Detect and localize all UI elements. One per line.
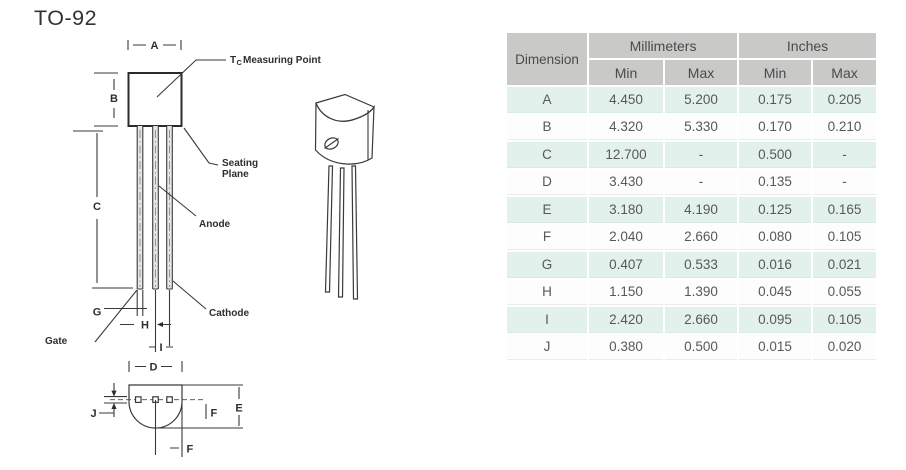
cell-mm-max: 2.660 [665, 307, 737, 333]
cell-mm-min: 4.320 [589, 115, 663, 141]
seating-plane-label: Seating [222, 158, 259, 169]
tc-measuring-point-label-rest: Measuring Point [243, 55, 321, 66]
cell-dimension: J [507, 335, 587, 361]
table-row [507, 307, 876, 333]
cell-in-min: 0.016 [739, 252, 811, 278]
table-row [507, 115, 876, 141]
cell-dimension: B [507, 115, 587, 141]
leads-perspective [326, 166, 358, 299]
dim-label-g: G [92, 306, 102, 319]
cell-mm-max: - [665, 142, 737, 168]
cell-dimension: A [507, 87, 587, 113]
cell-mm-max: 4.190 [665, 197, 737, 223]
cell-mm-min: 2.040 [589, 225, 663, 251]
col-header-inches: Inches [739, 33, 876, 58]
dimensions-table [505, 31, 866, 362]
dim-label-h: H [141, 319, 149, 332]
cell-in-max: 0.021 [813, 252, 876, 278]
table-row [507, 87, 876, 113]
cell-in-max: 0.210 [813, 115, 876, 141]
table-row [507, 142, 876, 168]
table-row [507, 225, 876, 251]
table-row [507, 280, 876, 306]
cell-in-min: 0.125 [739, 197, 811, 223]
table-row [507, 252, 876, 278]
cell-mm-min: 4.450 [589, 87, 663, 113]
col-header-dimension: Dimension [507, 33, 587, 85]
cell-mm-max: - [665, 170, 737, 196]
gate-label: Gate [45, 336, 68, 347]
leads-front [137, 126, 172, 289]
col-header-mm-max: Max [665, 60, 737, 85]
cell-in-min: 0.175 [739, 87, 811, 113]
cell-in-min: 0.135 [739, 170, 811, 196]
cell-in-max: 0.165 [813, 197, 876, 223]
col-header-mm-min: Min [589, 60, 663, 85]
cell-dimension: G [507, 252, 587, 278]
tc-measuring-point-label: T [230, 55, 237, 66]
dim-label-j: J [90, 408, 97, 420]
cell-dimension: I [507, 307, 587, 333]
cell-in-min: 0.080 [739, 225, 811, 251]
front-view [45, 40, 321, 354]
cell-mm-min: 3.180 [589, 197, 663, 223]
cell-mm-max: 0.500 [665, 335, 737, 361]
cell-mm-max: 5.330 [665, 115, 737, 141]
cell-in-max: - [813, 170, 876, 196]
cell-in-min: 0.170 [739, 115, 811, 141]
cell-dimension: F [507, 225, 587, 251]
cell-mm-min: 0.380 [589, 335, 663, 361]
col-header-in-max: Max [813, 60, 876, 85]
dim-label-d: D [149, 361, 158, 374]
cell-in-min: 0.095 [739, 307, 811, 333]
cell-in-max: 0.020 [813, 335, 876, 361]
cell-mm-min: 0.407 [589, 252, 663, 278]
cell-in-max: 0.055 [813, 280, 876, 306]
cell-dimension: D [507, 170, 587, 196]
col-header-millimeters: Millimeters [589, 33, 737, 58]
bottom-view [90, 361, 243, 457]
dim-label-f-bottom: F [186, 443, 194, 456]
dim-label-f-side: F [210, 407, 218, 420]
table-row [507, 197, 876, 223]
cell-in-max: - [813, 142, 876, 168]
cell-mm-max: 1.390 [665, 280, 737, 306]
cell-dimension: H [507, 280, 587, 306]
cell-in-max: 0.205 [813, 87, 876, 113]
dim-label-i: I [159, 342, 163, 354]
dim-label-c: C [93, 201, 101, 213]
seating-plane-label-2: Plane [222, 169, 249, 180]
cell-mm-max: 0.533 [665, 252, 737, 278]
cell-dimension: E [507, 197, 587, 223]
cell-mm-max: 5.200 [665, 87, 737, 113]
perspective-view [316, 95, 375, 300]
dim-label-b: B [110, 93, 118, 105]
col-header-in-min: Min [739, 60, 811, 85]
cell-in-min: 0.045 [739, 280, 811, 306]
cell-mm-min: 1.150 [589, 280, 663, 306]
tc-subscript: C [236, 58, 242, 67]
cell-mm-min: 3.430 [589, 170, 663, 196]
table-row [507, 170, 876, 196]
table-row [507, 335, 876, 361]
cell-in-max: 0.105 [813, 307, 876, 333]
cell-mm-min: 12.700 [589, 142, 663, 168]
page-title: TO-92 [34, 6, 98, 30]
dim-label-e: E [235, 402, 243, 415]
cell-dimension: C [507, 142, 587, 168]
cell-in-max: 0.105 [813, 225, 876, 251]
cathode-label: Cathode [209, 308, 249, 319]
cell-in-min: 0.500 [739, 142, 811, 168]
dim-label-a: A [150, 40, 159, 52]
cell-in-min: 0.015 [739, 335, 811, 361]
cell-mm-min: 2.420 [589, 307, 663, 333]
anode-label: Anode [199, 219, 231, 230]
cell-mm-max: 2.660 [665, 225, 737, 251]
